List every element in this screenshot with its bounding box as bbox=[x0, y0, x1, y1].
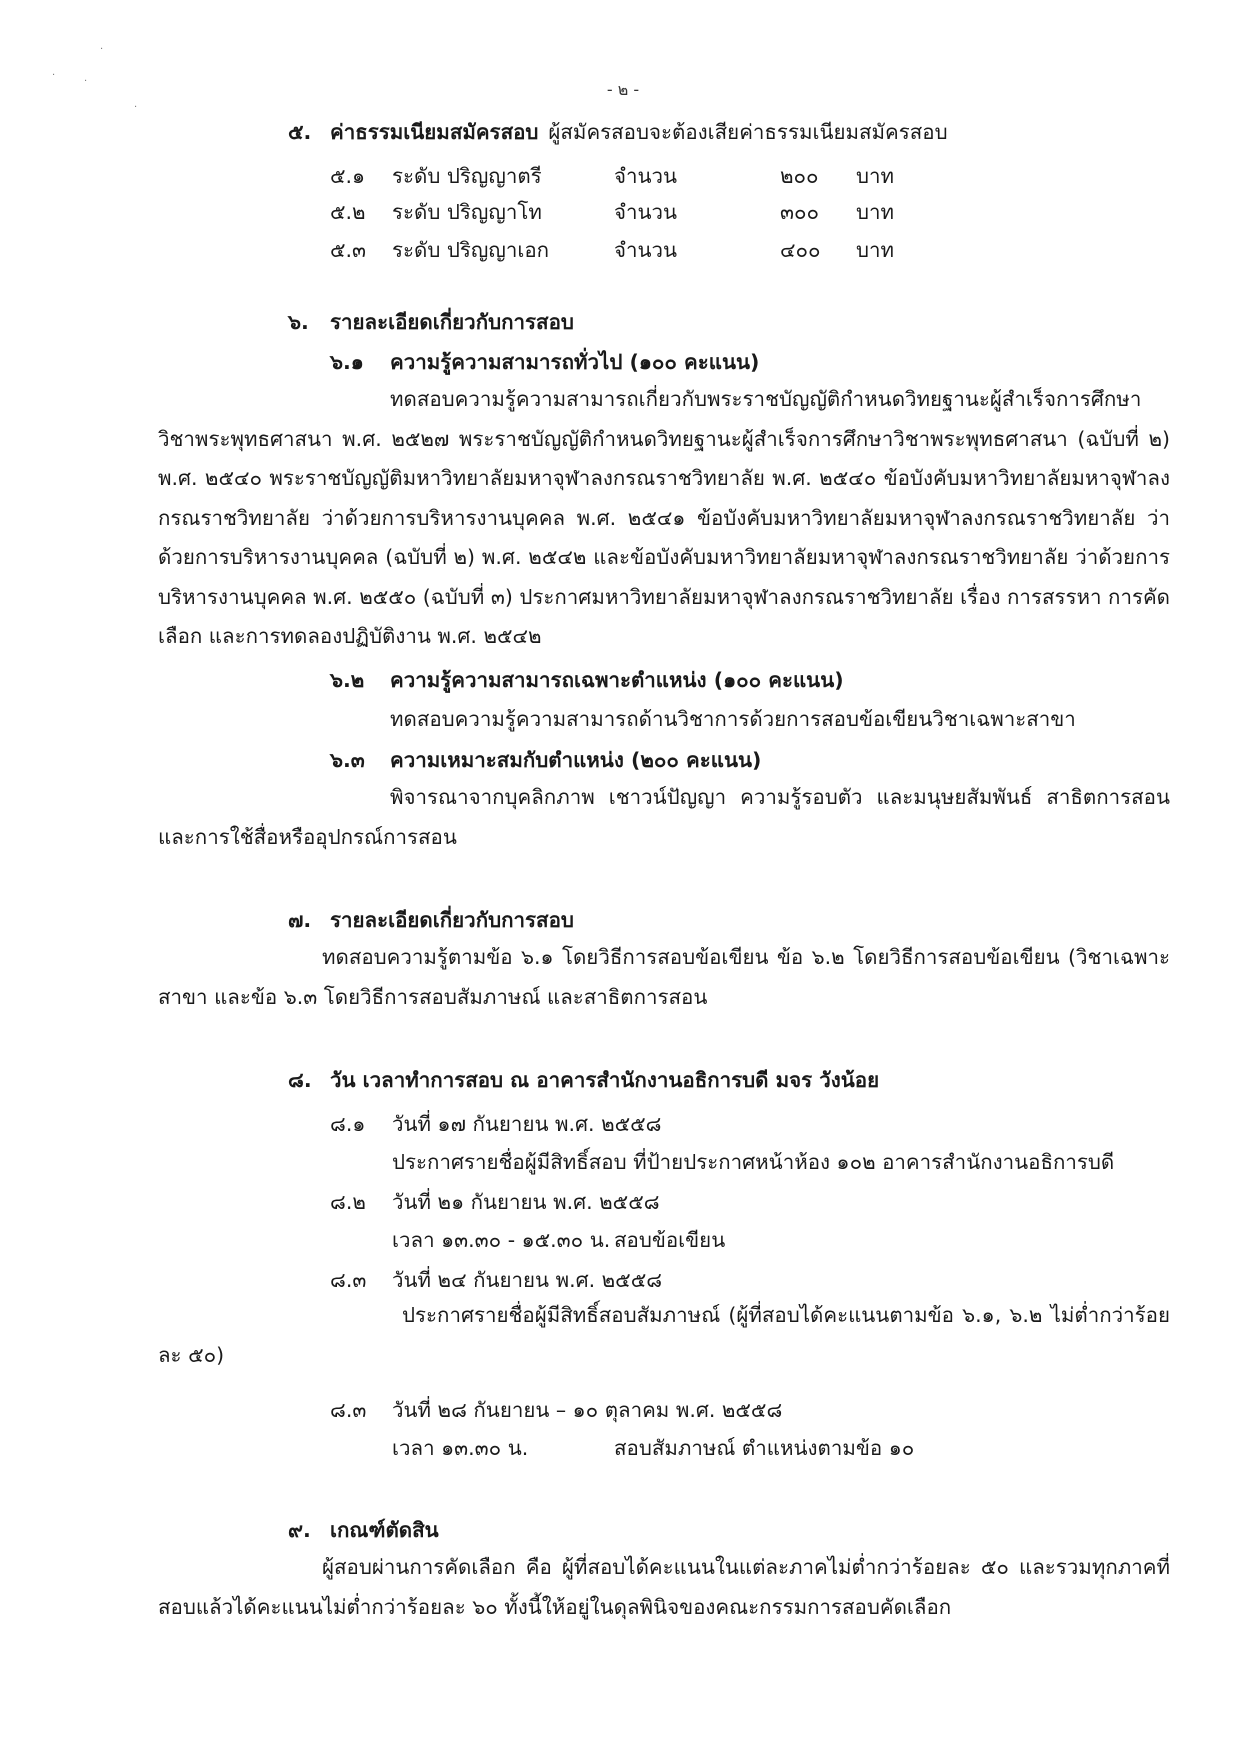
schedule-activity: สอบข้อเขียน bbox=[614, 1228, 726, 1252]
fee-count-label: จำนวน bbox=[614, 238, 678, 262]
page-number: - ๒ - bbox=[606, 80, 640, 99]
subsection-6-1-heading bbox=[330, 346, 759, 379]
subsection-number: ๖.๓ bbox=[330, 748, 365, 772]
fee-unit: บาท bbox=[856, 238, 895, 262]
paragraph-text: พิจารณาจากบุคลิกภาพ เชาวน์ปัญญา ความรู้รอบตัว และมนุษยสัมพันธ์ สาธิตการสอนและการใช้สื่อหรืออุปกรณ์การสอน bbox=[158, 785, 1170, 849]
schedule-description: ประกาศรายชื่อผู้มีสิทธิ์สอบ ที่ป้ายประกาศหน้าห้อง ๑๐๒ อาคารสำนักงานอธิการบดี bbox=[392, 1150, 1115, 1174]
fee-amount: ๒๐๐ bbox=[780, 164, 819, 188]
section-7-text bbox=[158, 938, 1170, 1017]
section-6-heading bbox=[288, 306, 574, 339]
section-number: ๖. bbox=[288, 310, 309, 334]
schedule-date: วันที่ ๒๑ กันยายน พ.ศ. ๒๕๕๘ bbox=[392, 1190, 660, 1214]
fee-count-label: จำนวน bbox=[614, 200, 678, 224]
schedule-item-number: ๘.๒ bbox=[330, 1190, 366, 1214]
schedule-item-number: ๘.๓ bbox=[330, 1268, 367, 1292]
paragraph-text: ทดสอบความรู้ความสามารถเกี่ยวกับพระราชบัญญัติกำหนดวิทยฐานะผู้สำเร็จการศึกษาวิชาพระพุทธศาสนา พ.ศ. ๒๕๒๗ พระราชบัญญัติกำหนดวิทยฐานะผู้สำเร็จการศึกษาวิชาพระพุทธศาสนา (ฉบับที่ ๒) พ.ศ. ๒๕๔๐ พระราชบัญญัติมหาวิทยาลัยมหาจุฬาลงกรณราชวิทยาลัย พ.ศ. ๒๕๔๐ ข้อบังคับมหาวิทยาลัยมหาจุฬาลงกรณราชวิทยาลัย ว่าด้วยการบริหารงานบุคคล พ.ศ. ๒๕๔๑ ข้อบังคับมหาวิทยาลัยมหาจุฬาลงกรณราชวิทยาลัย ว่าด้วยการบริหารงานบุคคล (ฉบับที่ ๒) พ.ศ. ๒๕๔๒ และข้อบังคับมหาวิทยาลัยมหาจุฬาลงกรณราชวิทยาลัย ว่าด้วยการบริหารงานบุคคล พ.ศ. ๒๕๕๐ (ฉบับที่ ๓) ประกาศมหาวิทยาลัยมหาจุฬาลงกรณราชวิทยาลัย เรื่อง การสรรหา การคัดเลือก และการทดลองปฏิบัติงาน พ.ศ. ๒๕๔๒ bbox=[158, 387, 1170, 648]
section-number: ๕. bbox=[288, 120, 312, 144]
paragraph-text: ทดสอบความรู้ตามข้อ ๖.๑ โดยวิธีการสอบข้อเขียน ข้อ ๖.๒ โดยวิธีการสอบข้อเขียน (วิชาเฉพาะสาขา และข้อ ๖.๓ โดยวิธีการสอบสัมภาษณ์ และสาธิตการสอน bbox=[158, 945, 1170, 1009]
schedule-activity: สอบสัมภาษณ์ ตำแหน่งตามข้อ ๑๐ bbox=[614, 1436, 915, 1460]
schedule-date: วันที่ ๑๗ กันยายน พ.ศ. ๒๕๕๘ bbox=[392, 1112, 662, 1136]
fee-item-number: ๕.๓ bbox=[330, 238, 367, 262]
subsection-title: ความเหมาะสมกับตำแหน่ง (๒๐๐ คะแนน) bbox=[390, 748, 762, 772]
schedule-time: เวลา ๑๓.๓๐ - ๑๕.๓๐ น. bbox=[392, 1228, 611, 1252]
fee-item-number: ๕.๒ bbox=[330, 200, 366, 224]
section-description: ผู้สมัครสอบจะต้องเสียค่าธรรมเนียมสมัครสอบ bbox=[548, 120, 948, 144]
fee-degree-level: ระดับ ปริญญาโท bbox=[392, 200, 542, 224]
subsection-6-2-heading bbox=[330, 664, 844, 697]
paragraph-text: ผู้สอบผ่านการคัดเลือก คือ ผู้ที่สอบได้คะแนนในแต่ละภาคไม่ต่ำกว่าร้อยละ ๕๐ และรวมทุกภาคที่สอบแล้วได้คะแนนไม่ต่ำกว่าร้อยละ ๖๐ ทั้งนี้ให้อยู่ในดุลพินิจของคณะกรรมการสอบคัดเลือก bbox=[158, 1555, 1170, 1619]
scan-speck: · bbox=[134, 102, 138, 113]
section-title: รายละเอียดเกี่ยวกับการสอบ bbox=[330, 908, 574, 932]
section-number: ๙. bbox=[288, 1518, 311, 1542]
fee-degree-level: ระดับ ปริญญาตรี bbox=[392, 164, 542, 188]
fee-item-number: ๕.๑ bbox=[330, 164, 366, 188]
section-9-heading bbox=[288, 1514, 439, 1547]
scan-speck: · bbox=[100, 44, 104, 55]
schedule-date: วันที่ ๒๘ กันยายน – ๑๐ ตุลาคม พ.ศ. ๒๕๕๘ bbox=[392, 1398, 783, 1422]
section-title: รายละเอียดเกี่ยวกับการสอบ bbox=[330, 310, 574, 334]
subsection-title: ความรู้ความสามารถเฉพาะตำแหน่ง (๑๐๐ คะแนน) bbox=[390, 668, 844, 692]
schedule-date: วันที่ ๒๔ กันยายน พ.ศ. ๒๕๕๘ bbox=[392, 1268, 663, 1292]
schedule-item-number: ๘.๑ bbox=[330, 1112, 366, 1136]
fee-unit: บาท bbox=[856, 200, 895, 224]
section-number: ๘. bbox=[288, 1068, 312, 1092]
paragraph-text: ประกาศรายชื่อผู้มีสิทธิ์สอบสัมภาษณ์ (ผู้ที่สอบได้คะแนนตามข้อ ๖.๑, ๖.๒ ไม่ต่ำกว่าร้อยละ ๕๐) bbox=[158, 1303, 1170, 1367]
subsection-6-3-heading bbox=[330, 744, 761, 777]
subsection-number: ๖.๒ bbox=[330, 668, 365, 692]
section-5-heading bbox=[288, 116, 948, 149]
fee-amount: ๓๐๐ bbox=[780, 200, 820, 224]
scan-speck: · bbox=[52, 70, 56, 81]
subsection-title: ความรู้ความสามารถทั่วไป (๑๐๐ คะแนน) bbox=[390, 350, 760, 374]
subsection-6-3-text bbox=[158, 778, 1170, 857]
section-title: เกณฑ์ตัดสิน bbox=[330, 1518, 439, 1542]
section-title: วัน เวลาทำการสอบ ณ อาคารสำนักงานอธิการบดี มจร วังน้อย bbox=[330, 1068, 880, 1092]
section-number: ๗. bbox=[288, 908, 312, 932]
schedule-item-number: ๘.๓ bbox=[330, 1398, 367, 1422]
subsection-6-1-text bbox=[158, 380, 1170, 657]
schedule-description bbox=[158, 1296, 1170, 1375]
section-9-text bbox=[158, 1548, 1170, 1627]
section-title: ค่าธรรมเนียมสมัครสอบ bbox=[330, 120, 539, 144]
fee-unit: บาท bbox=[856, 164, 895, 188]
section-8-heading bbox=[288, 1064, 879, 1097]
section-7-heading bbox=[288, 904, 574, 937]
fee-degree-level: ระดับ ปริญญาเอก bbox=[392, 238, 550, 262]
subsection-number: ๖.๑ bbox=[330, 350, 364, 374]
schedule-time: เวลา ๑๓.๓๐ น. bbox=[392, 1436, 529, 1460]
subsection-6-2-text bbox=[158, 700, 1170, 740]
scan-speck: · bbox=[84, 76, 88, 87]
fee-amount: ๔๐๐ bbox=[780, 238, 821, 262]
paragraph-text: ทดสอบความรู้ความสามารถด้านวิชาการด้วยการสอบข้อเขียนวิชาเฉพาะสาขา bbox=[390, 707, 1076, 731]
fee-count-label: จำนวน bbox=[614, 164, 678, 188]
